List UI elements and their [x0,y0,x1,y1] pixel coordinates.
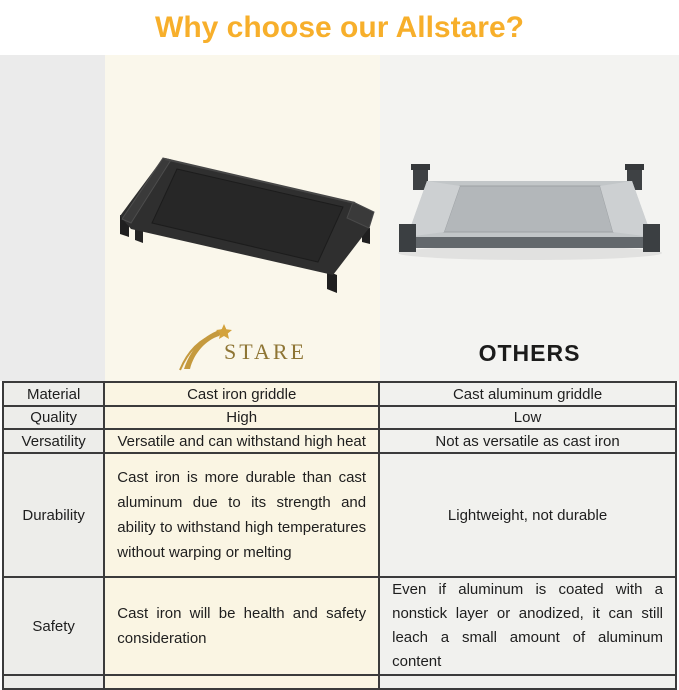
table-row-durability [3,453,676,577]
allstare-cell [104,675,379,689]
table-row-partial [3,675,676,689]
row-label: Durability [3,453,104,577]
left-spacer-panel [0,55,105,381]
others-cell: Low [379,406,676,429]
allstare-cell: Cast iron will be health and safety consideration [104,577,379,675]
row-label: Safety [3,577,104,675]
others-label: OTHERS [478,340,581,366]
page-title: Why choose our Allstare? [155,10,524,44]
others-panel [380,55,679,381]
row-label [3,675,104,689]
comparison-table [2,381,677,690]
table-row-versatility [3,429,676,453]
cast-aluminum-griddle-image [380,55,679,381]
others-cell: Even if aluminum is coated with a nonstick layer or anodized, it can still leach a small amount of aluminum content [379,577,676,675]
table-row-quality [3,406,676,429]
allstare-panel [105,55,380,381]
row-label: Quality [3,406,104,429]
allstare-cell: Versatile and can withstand high heat [104,429,379,453]
row-label: Versatility [3,429,104,453]
allstare-logo-text: STARE [224,339,307,364]
allstare-cell: Cast iron griddle [104,382,379,406]
others-cell: Cast aluminum griddle [379,382,676,406]
table-row-safety [3,577,676,675]
others-cell [379,675,676,689]
row-label: Material [3,382,104,406]
product-band [0,55,679,381]
others-cell: Not as versatile as cast iron [379,429,676,453]
table-row-material [3,382,676,406]
others-cell: Lightweight, not durable [379,453,676,577]
allstare-logo [105,331,380,373]
header [0,0,679,55]
allstare-cell: High [104,406,379,429]
allstare-cell: Cast iron is more durable than cast aluminum due to its strength and ability to withstand high temperatures without warping or melting [104,453,379,577]
